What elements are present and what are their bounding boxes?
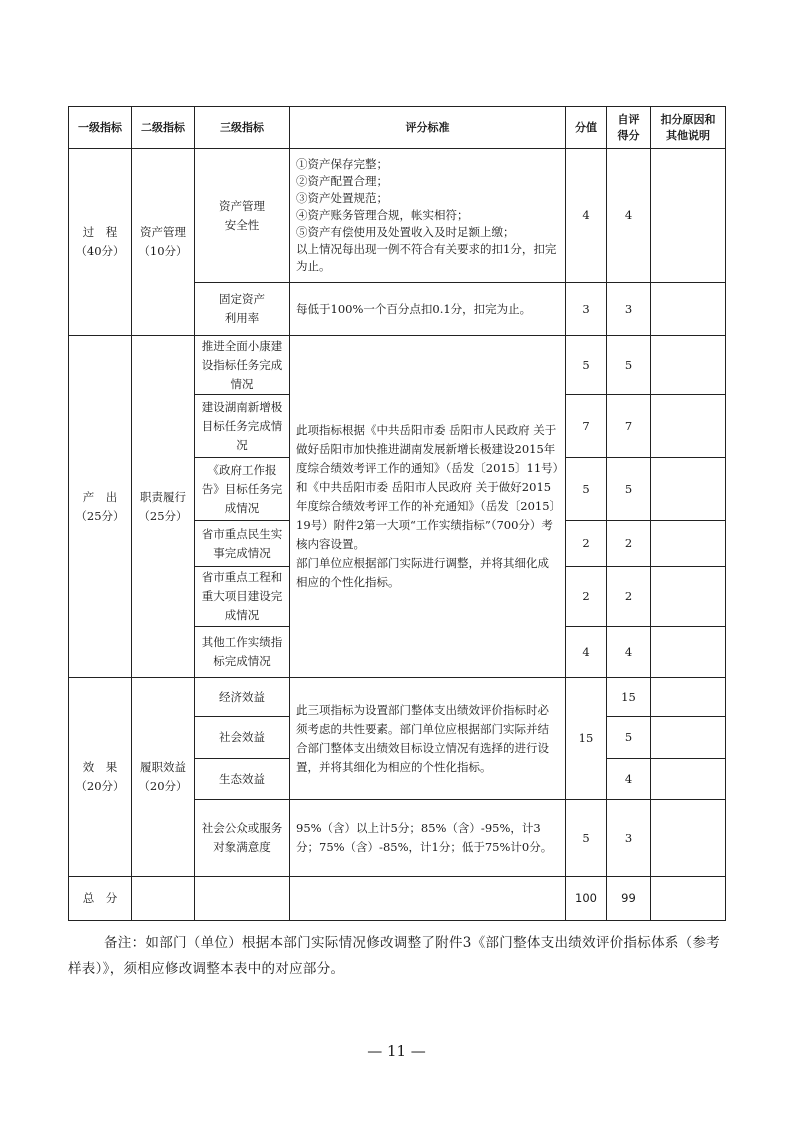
notes-cell — [651, 283, 726, 336]
notes-cell — [651, 149, 726, 283]
self-score-cell: 4 — [607, 149, 651, 283]
level3-cell: 《政府工作报告》目标任务完成情况 — [195, 458, 290, 521]
level1-process: 过 程 （40分） — [69, 149, 132, 336]
notes-cell — [651, 800, 726, 877]
total-self-score: 99 — [607, 877, 651, 921]
header-level3: 三级指标 — [195, 107, 290, 149]
self-score-cell: 7 — [607, 395, 651, 458]
self-score-cell: 2 — [607, 567, 651, 627]
notes-cell — [651, 458, 726, 521]
score-cell: 7 — [566, 395, 607, 458]
self-score-cell: 3 — [607, 800, 651, 877]
level3-cell: 固定资产 利用率 — [195, 283, 290, 336]
notes-cell — [651, 567, 726, 627]
self-score-cell: 4 — [607, 627, 651, 678]
empty-cell — [132, 877, 195, 921]
self-score-cell: 4 — [607, 759, 651, 800]
table-row — [69, 678, 726, 717]
self-score-cell: 5 — [607, 336, 651, 395]
header-level1: 一级指标 — [69, 107, 132, 149]
effect-criteria-cell: 此三项指标为设置部门整体支出绩效评价指标时必须考虑的共性要素。部门单位应根据部门实际并结合部门整体支出绩效目标设立情况有选择的进行设置，并将其细化为相应的个性化指标。 — [290, 678, 566, 800]
table-row — [69, 336, 726, 395]
notes-cell — [651, 521, 726, 567]
level1-output: 产 出 （25分） — [69, 336, 132, 678]
header-score: 分值 — [566, 107, 607, 149]
header-row — [69, 107, 726, 149]
total-score: 100 — [566, 877, 607, 921]
evaluation-table — [68, 106, 726, 921]
self-score-cell: 2 — [607, 521, 651, 567]
level3-cell: 省市重点民生实事完成情况 — [195, 521, 290, 567]
level3-cell: 资产管理 安全性 — [195, 149, 290, 283]
level3-cell: 省市重点工程和重大项目建设完成情况 — [195, 567, 290, 627]
empty-cell — [195, 877, 290, 921]
self-score-cell: 5 — [607, 458, 651, 521]
table-row — [69, 149, 726, 283]
notes-cell — [651, 717, 726, 759]
total-label: 总 分 — [69, 877, 132, 921]
self-score-cell: 15 — [607, 678, 651, 717]
criteria-cell: ①资产保存完整； ②资产配置合理； ③资产处置规范； ④资产账务管理合规，帐实相符； ⑤资产有偿使用及处置收入及时足额上缴； 以上情况每出现一例不符合有关要求的扣1分，扣完为止。 — [290, 149, 566, 283]
self-score-cell: 5 — [607, 717, 651, 759]
notes-cell — [651, 336, 726, 395]
header-self-score: 自评 得分 — [607, 107, 651, 149]
criteria-cell: 每低于100%一个百分点扣0.1分，扣完为止。 — [290, 283, 566, 336]
notes-cell — [651, 627, 726, 678]
level3-cell: 社会公众或服务对象满意度 — [195, 800, 290, 877]
level2-duty: 职责履行 （25分） — [132, 336, 195, 678]
header-level2: 二级指标 — [132, 107, 195, 149]
level3-cell: 生态效益 — [195, 759, 290, 800]
total-row — [69, 877, 726, 921]
header-notes: 扣分原因和 其他说明 — [651, 107, 726, 149]
score-cell: 4 — [566, 627, 607, 678]
level3-cell: 社会效益 — [195, 717, 290, 759]
footnote: 备注：如部门（单位）根据本部门实际情况修改调整了附件3《部门整体支出绩效评价指标体系（参考样表）》，须相应修改调整本表中的对应部分。 — [68, 935, 721, 977]
notes-cell — [651, 877, 726, 921]
level3-cell: 推进全面小康建设指标任务完成情况 — [195, 336, 290, 395]
notes-cell — [651, 678, 726, 717]
score-cell: 4 — [566, 149, 607, 283]
level3-cell: 其他工作实绩指标完成情况 — [195, 627, 290, 678]
level2-asset-management: 资产管理 （10分） — [132, 149, 195, 336]
score-cell: 2 — [566, 567, 607, 627]
criteria-cell: 95%（含）以上计5分；85%（含）-95%，计3分；75%（含）-85%，计1分；低于75%计0分。 — [290, 800, 566, 877]
self-score-cell: 3 — [607, 283, 651, 336]
output-criteria-cell: 此项指标根据《中共岳阳市委 岳阳市人民政府 关于做好岳阳市加快推进湖南发展新增长极建设2015年度综合绩效考评工作的通知》（岳发〔2015〕11号）和《中共岳阳市委 岳阳市人民政府 关于做好2015年度综合绩效考评工作的补充通知》（岳发〔2015〕19号）附件2第一大项“工作实绩指标”（700分）考核内容设置。 部门单位应根据部门实际进行调整，并将其细化成相应的个性化指标。 — [290, 336, 566, 678]
score-cell: 5 — [566, 336, 607, 395]
level3-cell: 建设湖南新增极目标任务完成情况 — [195, 395, 290, 458]
empty-cell — [290, 877, 566, 921]
level1-effect: 效 果 （20分） — [69, 678, 132, 877]
level3-cell: 经济效益 — [195, 678, 290, 717]
score-cell: 5 — [566, 800, 607, 877]
level2-benefit: 履职效益 （20分） — [132, 678, 195, 877]
notes-cell — [651, 395, 726, 458]
notes-cell — [651, 759, 726, 800]
header-criteria: 评分标准 — [290, 107, 566, 149]
page-number: — 11 — — [367, 1042, 426, 1060]
score-cell: 2 — [566, 521, 607, 567]
score-cell: 3 — [566, 283, 607, 336]
effect-score-cell: 15 — [566, 678, 607, 800]
score-cell: 5 — [566, 458, 607, 521]
